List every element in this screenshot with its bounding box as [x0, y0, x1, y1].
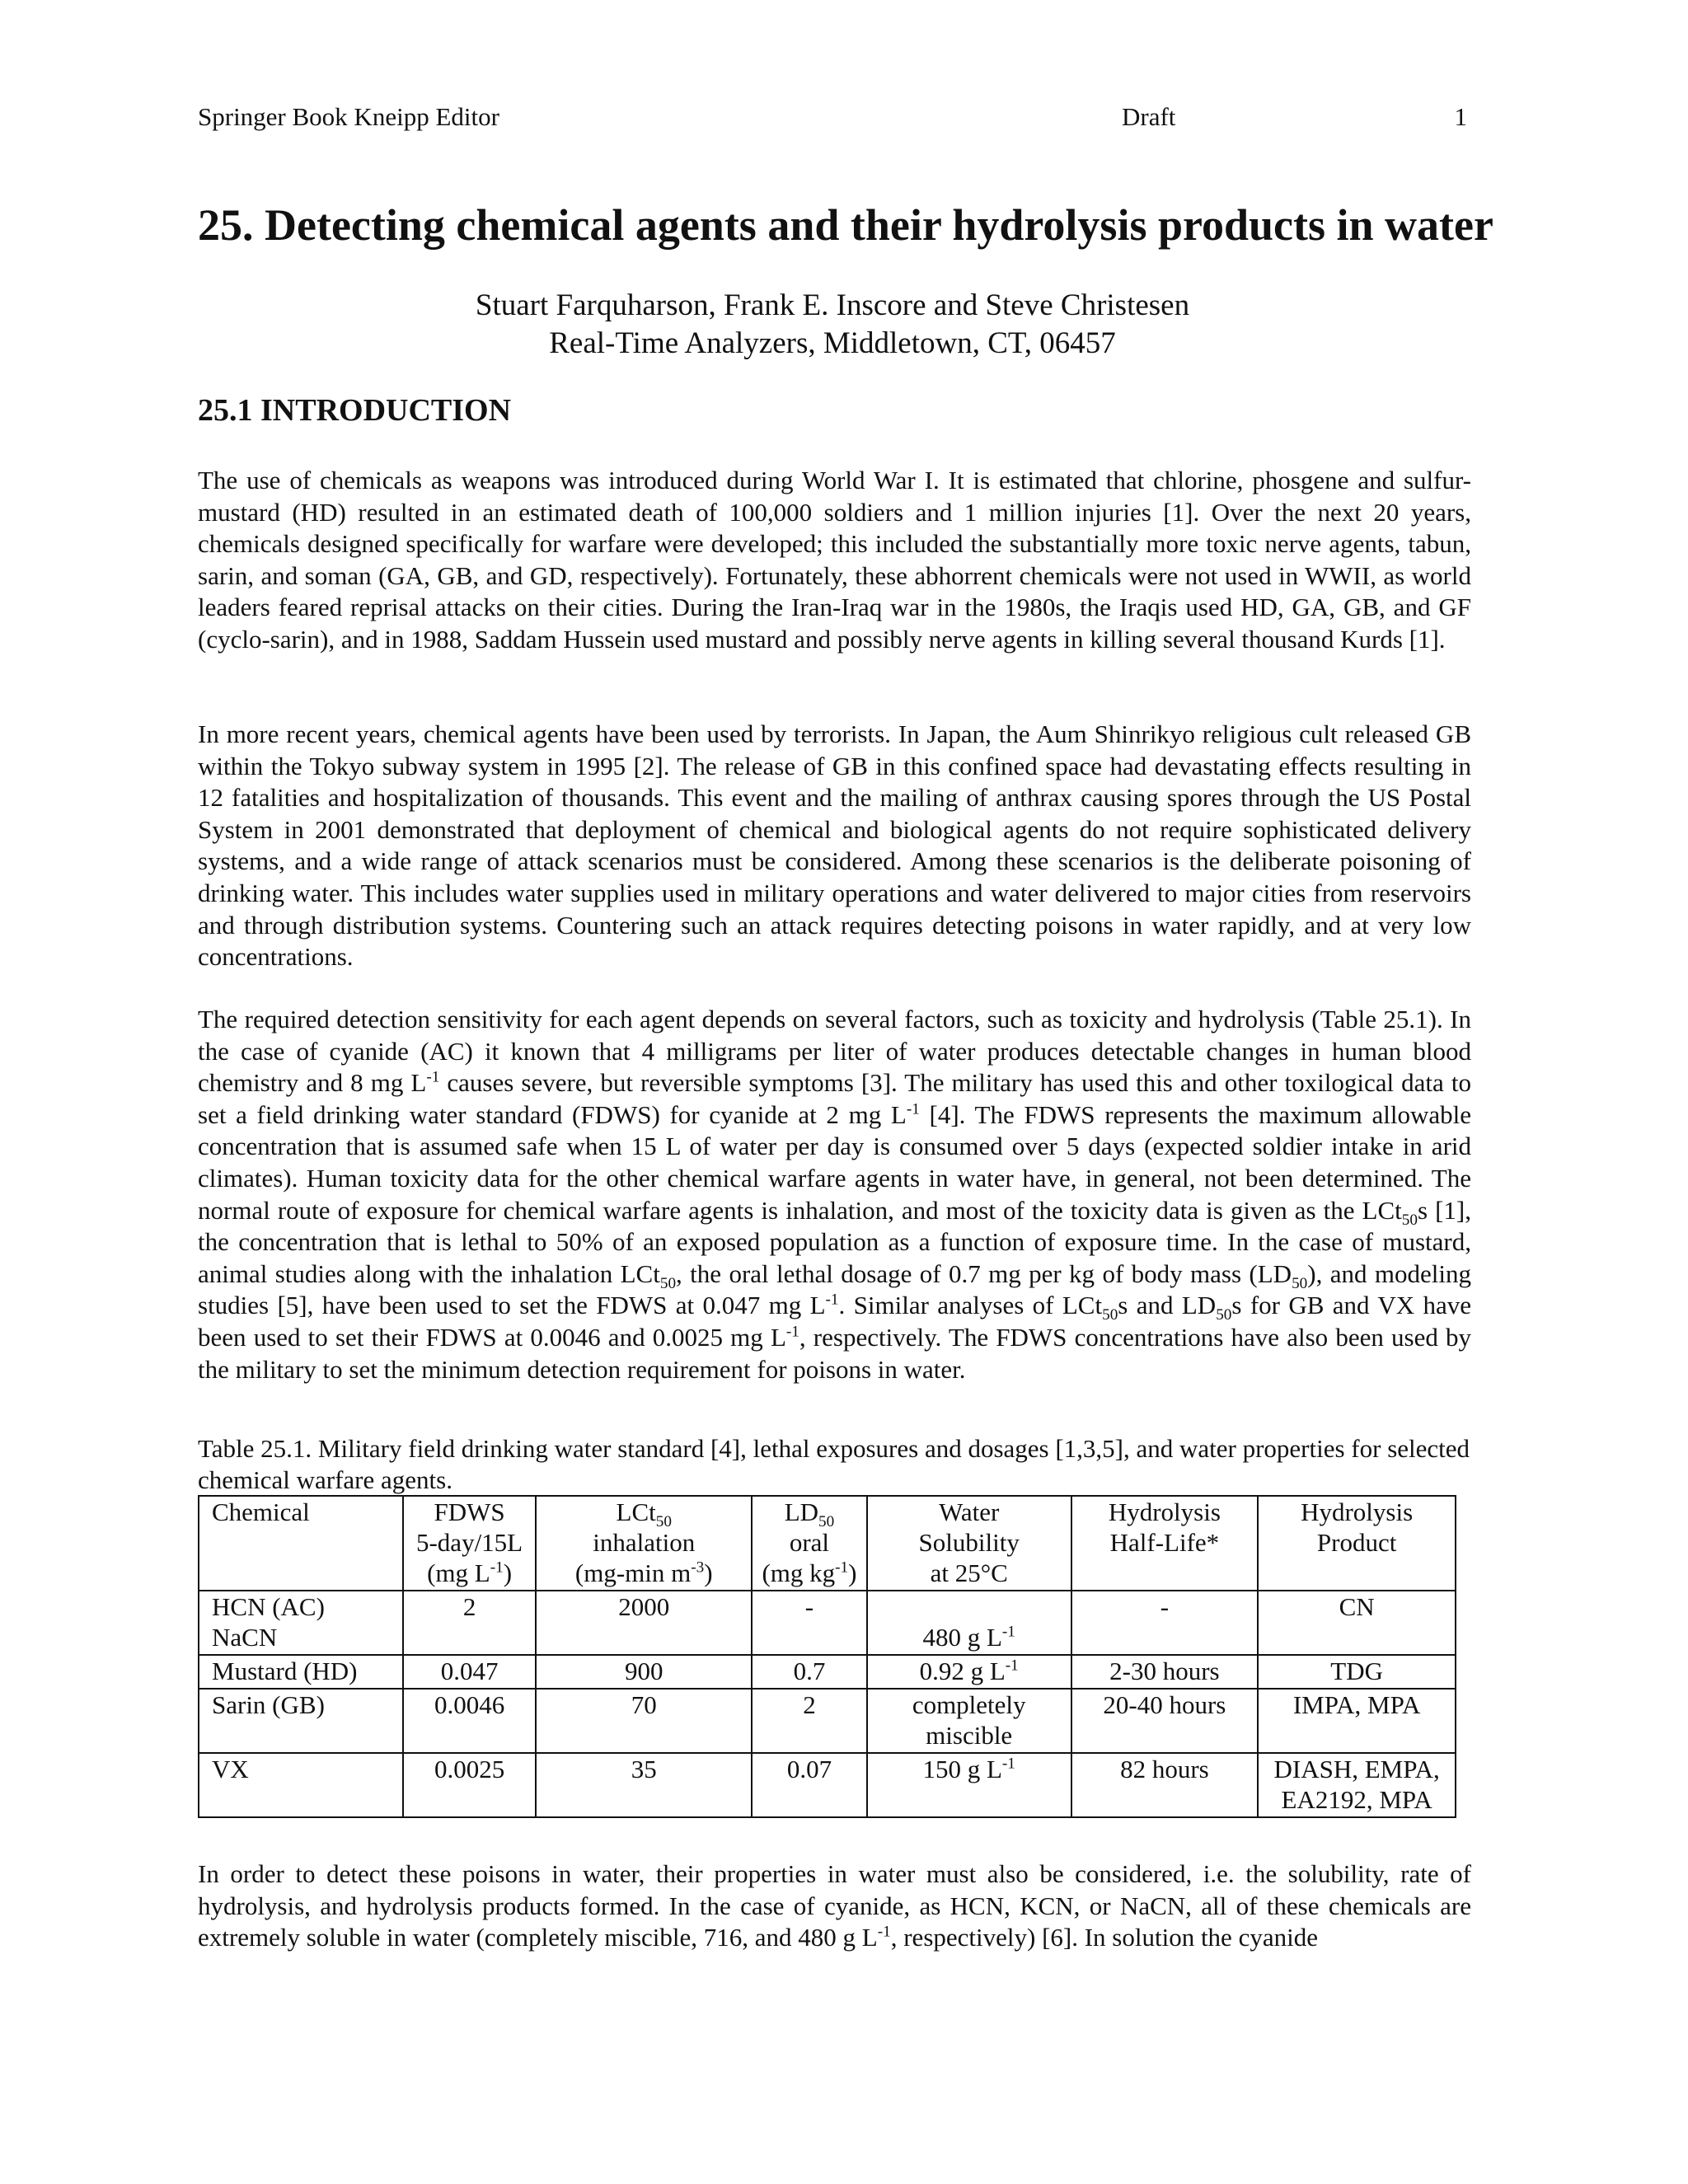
- table-cell: 0.0025: [403, 1753, 537, 1817]
- table-row: [199, 1655, 1456, 1689]
- paragraph-1: The use of chemicals as weapons was introduced during World War I. It is estimated that chlorine, phosgene and sulfur-mustard (HD) resulted in an estimated death of 100,000 soldiers and 1 million injuries [1]. Over the next 20 years, chemicals designed specifically for warfare were developed; this included the substantially more toxic nerve agents, tabun, sarin, and soman (GA, GB, and GD, respectively). Fortunately, these abhorrent chemicals were not used in WWII, as world leaders feared reprisal attacks on their cities. During the Iran-Iraq war in the 1980s, the Iraqis used HD, GA, GB, and GF (cyclo-sarin), and in 1988, Saddam Hussein used mustard and possibly nerve agents in killing several thousand Kurds [1].: [198, 466, 1471, 654]
- paragraph-4-text: In order to detect these poisons in water, their properties in water must also be considered, i.e. the solubility, rate of hydrolysis, and hydrolysis products formed. In the case of cyanide, as HCN, KCN, or NaCN, all of these chemicals are extremely soluble in water (completely miscible, 716, and 480 g L: [198, 1859, 1471, 1952]
- header-cell: Chemical: [199, 1496, 403, 1591]
- table-cell: DIASH, EMPA, EA2192, MPA: [1258, 1753, 1456, 1817]
- table-row: [199, 1753, 1456, 1817]
- paragraph-3-text: , the oral lethal dosage of 0.7 mg per kg of body mass (LD: [676, 1258, 1292, 1288]
- table-row: [199, 1689, 1456, 1753]
- paragraph-4-text: , respectively) [6]. In solution the cyanide: [890, 1923, 1318, 1952]
- table-cell: CN: [1258, 1591, 1456, 1655]
- author-block: [198, 287, 1467, 363]
- paragraph-3-text: causes severe, but reversible symptoms [3]. The military has used this and other toxilogical data to set a field drinking water standard (FDWS) for cyanide at 2 mg L: [198, 1068, 1471, 1129]
- superscript: -1: [877, 1923, 891, 1941]
- table-cell: TDG: [1258, 1655, 1456, 1689]
- table-row: [199, 1591, 1456, 1655]
- paragraph-3-text: [4]. The FDWS represents the maximum allowable concentration that is assumed safe when 15 L of water per day is consumed over 5 days (expected soldier intake in arid climates). Human toxicity data for the other chemical warfare agents in water have, in general, not been determined. The normal route of exposure for chemical warfare agents is inhalation, and most of the toxicity data is given as the LCt: [198, 1099, 1471, 1225]
- subscript: 50: [1292, 1274, 1308, 1292]
- table-cell: 70: [536, 1689, 752, 1753]
- section-heading: 25.1 INTRODUCTION: [198, 393, 512, 428]
- table-cell: 35: [536, 1753, 752, 1817]
- table-cell: -: [752, 1591, 867, 1655]
- header-cell: Hydrolysis Half-Life*: [1071, 1496, 1259, 1591]
- author-affiliation: Real-Time Analyzers, Middletown, CT, 06457: [549, 326, 1116, 360]
- paragraph-2: In more recent years, chemical agents have been used by terrorists. In Japan, the Aum Shinrikyo religious cult released GB within the Tokyo subway system in 1995 [2]. The release of GB in this confined space had devastating effects resulting in 12 fatalities and hospitalization of thousands. This event and the mailing of anthrax causing spores through the US Postal System in 2001 demonstrated that deployment of chemical and biological agents do not require sophisticated delivery systems, and a wide range of attack scenarios must be considered. Among these scenarios is the deliberate poisoning of drinking water. This includes water supplies used in military operations and water delivered to major cities from reservoirs and through distribution systems. Countering such an attack requires detecting poisons in water rapidly, and at very low concentrations.: [198, 719, 1471, 972]
- chapter-title: 25. Detecting chemical agents and their hydrolysis products in water: [198, 200, 1493, 250]
- paragraph-3-text: . Similar analyses of LCt: [838, 1291, 1103, 1320]
- subscript: 50: [1401, 1211, 1418, 1229]
- superscript: -1: [426, 1068, 440, 1086]
- table-cell: Sarin (GB): [199, 1689, 403, 1753]
- subscript: 50: [1216, 1306, 1232, 1324]
- header-page-number: 1: [1454, 102, 1467, 131]
- superscript: -1: [906, 1100, 920, 1118]
- subscript: 50: [1102, 1306, 1118, 1324]
- table-cell: 150 g $L^{-1}$: [867, 1753, 1071, 1817]
- paragraph-3-text: s for GB and VX have been used to set their FDWS at 0.0046 and 0.0025 mg L: [198, 1291, 1471, 1352]
- header-cell: FDWS 5-day/15L (mg $L^{-1}$): [403, 1496, 537, 1591]
- paragraph-3-text: The required detection sensitivity for each agent depends on several factors, such as toxicity and hydrolysis (Table 25.1). In the case of cyanide (AC) it known that 4 milligrams per liter of water produces detectable changes in human blood chemistry and 8 mg L: [198, 1005, 1471, 1098]
- paragraph-3-text: s and LD: [1118, 1291, 1217, 1320]
- paragraph-3-text: ), and modeling studies [5], have been used to set the FDWS at 0.047 mg L: [198, 1258, 1471, 1320]
- table-cell: Mustard (HD): [199, 1655, 403, 1689]
- header-cell: LCt$_{50}$ inhalation (mg-min $m^{-3}$): [536, 1496, 752, 1591]
- table-cell: 2000: [536, 1591, 752, 1655]
- table-cell: VX: [199, 1753, 403, 1817]
- table-cell: 20-40 hours: [1071, 1689, 1259, 1753]
- header-draft-label: Draft: [1122, 102, 1176, 131]
- table-header-row: [199, 1496, 1456, 1591]
- subscript: 50: [659, 1274, 677, 1292]
- author-names: Stuart Farquharson, Frank E. Inscore and Steve Christesen: [475, 288, 1190, 322]
- table-cell: 2-30 hours: [1071, 1655, 1259, 1689]
- table-cell: 82 hours: [1071, 1753, 1259, 1817]
- table-cell: 0.0046: [403, 1689, 537, 1753]
- table-caption: Table 25.1. Military field drinking water standard [4], lethal exposures and dosages [1,3,5], and water properties for selected chemical warfare agents.: [198, 1434, 1470, 1494]
- header-cell: $LD_{50}$ oral (mg $kg^{-1}$): [752, 1496, 867, 1591]
- table-cell: completely miscible: [867, 1689, 1071, 1753]
- table-cell: 2: [403, 1591, 537, 1655]
- table-cell: 480 g $L^{-1}$: [867, 1591, 1071, 1655]
- paragraph-3-text: s [1], the concentration that is lethal to 50% of an exposed population as a function of exposure time. In the case of mustard, animal studies along with the inhalation LCt: [198, 1195, 1471, 1288]
- paragraph-3-text: , respectively. The FDWS concentrations have also been used by the military to set the minimum detection requirement for poisons in water.: [198, 1322, 1471, 1384]
- paragraph-3: [198, 1004, 1471, 1385]
- header-cell: Hydrolysis Product: [1258, 1496, 1456, 1591]
- table-cell: 900: [536, 1655, 752, 1689]
- header-cell: Water Solubility at 25°C: [867, 1496, 1071, 1591]
- superscript: -1: [825, 1291, 839, 1310]
- table-cell: 0.92 g $L^{-1}$: [867, 1655, 1071, 1689]
- table-cell: 0.047: [403, 1655, 537, 1689]
- superscript: -1: [785, 1323, 799, 1341]
- table-cell: -: [1071, 1591, 1259, 1655]
- header-book-title: Springer Book Kneipp Editor: [198, 102, 499, 131]
- table-cell: 2: [752, 1689, 867, 1753]
- table-cell: HCN (AC) NaCN: [199, 1591, 403, 1655]
- table-cell: 0.07: [752, 1753, 867, 1817]
- running-header: [198, 101, 1467, 134]
- paragraph-4: [198, 1858, 1471, 1954]
- data-table: [198, 1495, 1456, 1818]
- table-cell: 0.7: [752, 1655, 867, 1689]
- table-cell: IMPA, MPA: [1258, 1689, 1456, 1753]
